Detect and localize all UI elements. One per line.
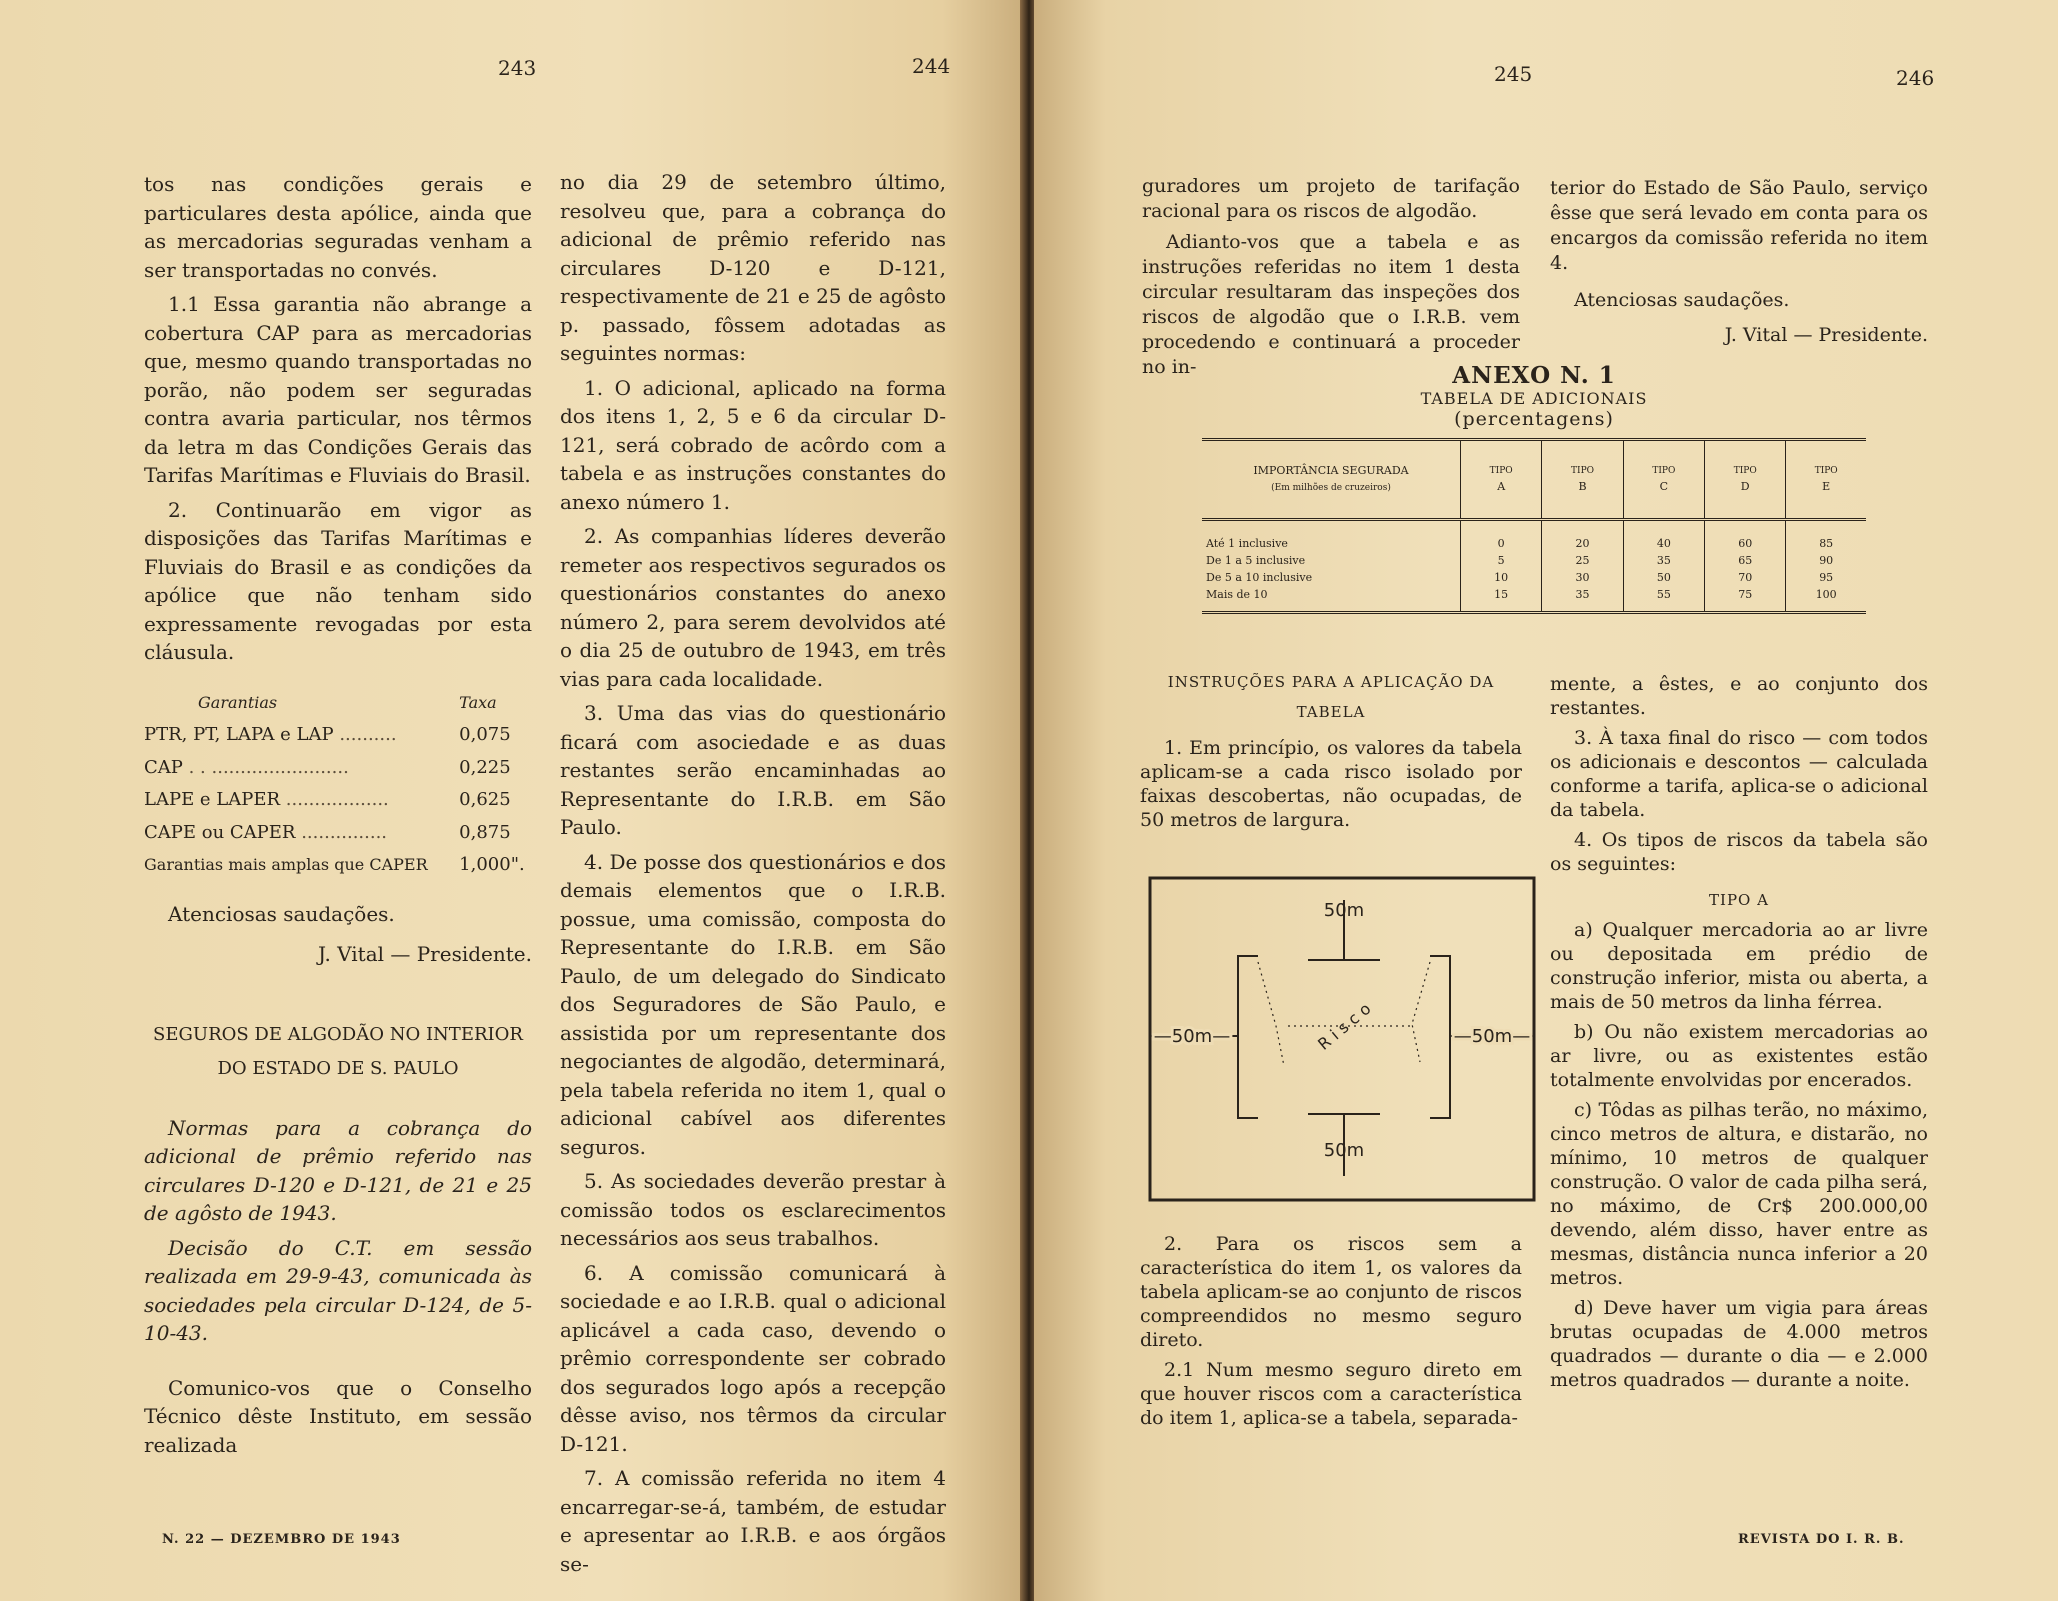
paragraph: Adianto-vos que a tabela e as instruções referidas no item 1 desta circular resultaram das inspeções dos riscos de algodão que o I.R.B. vem procedendo e continuará a proceder no in-: [1142, 231, 1520, 378]
tipo-c-header: C: [1659, 480, 1669, 493]
column-245-top: [1142, 174, 1520, 386]
garantia-rate: 0,875: [459, 821, 511, 843]
cell: 95: [1786, 569, 1866, 586]
cell: 65: [1705, 552, 1786, 569]
label-left-50m: —50m—: [1153, 1026, 1231, 1047]
table-row: [144, 817, 532, 850]
paragraph: 2.1 Num mesmo seguro direto em que houver riscos com a característica do item 1, aplica-se a tabela, separada-: [1140, 1359, 1522, 1429]
adicionais-table: [1202, 438, 1866, 614]
signature: J. Vital — Presidente.: [317, 942, 532, 966]
column-244: [560, 168, 946, 1584]
tipo-d-header: D: [1740, 480, 1750, 493]
paragraph: terior do Estado de São Paulo, serviço êsse que será levado em conta para os encargos da comissão referida no item 4.: [1550, 177, 1928, 274]
paragraph: 2. As companhias líderes deverão remeter aos respectivos segurados os questionários constantes do anexo número 2, para serem devolvidos até o dia 25 de outubro de 1943, em três vias para cada localidade.: [560, 524, 946, 691]
cell: 85: [1786, 520, 1866, 553]
table-row: [1202, 586, 1866, 613]
cell: 70: [1705, 569, 1786, 586]
cell: 35: [1623, 552, 1704, 569]
paragraph: 7. A comissão referida no item 4 encarregar-se-á, também, de estudar e apresentar ao I.R.B. e aos órgãos se-: [560, 1466, 946, 1576]
cell: 50: [1623, 569, 1704, 586]
annex-block: [1202, 362, 1866, 614]
instructions-heading-line1: INSTRUÇÕES PARA A APLICAÇÃO DA: [1167, 673, 1495, 691]
instructions-heading-line2: TABELA: [1296, 703, 1366, 721]
tipo-a-heading: TIPO A: [1709, 891, 1769, 909]
list-item: a) Qualquer mercadoria ao ar livre ou depositada em prédio de construção inferior, mista ou aberta, a mais de 50 metros da linha férrea.: [1550, 919, 1928, 1013]
label-top-50m: 50m: [1323, 900, 1365, 921]
paragraph: 6. A comissão comunicará à sociedade e ao I.R.B. qual o adicional aplicável a cada caso, devendo o prêmio correspondente ser cobrado dos segurados logo após a recepção dêsse aviso, nos têrmos da circular D-121.: [560, 1260, 946, 1456]
tipo-b-header: B: [1578, 480, 1587, 493]
column-243: [144, 170, 532, 1465]
cell: 20: [1542, 520, 1623, 553]
tipo-label: TIPO: [1571, 466, 1595, 476]
paragraph: mente, a êstes, e ao conjunto dos restantes.: [1550, 673, 1928, 719]
left-page: [0, 0, 1024, 1601]
paragraph: 4. Os tipos de riscos da tabela são os seguintes:: [1550, 829, 1928, 875]
cell: 5: [1461, 552, 1542, 569]
col-header-sub: (Em milhões de cruzeiros): [1271, 483, 1391, 493]
column-245-bottom: [1140, 1232, 1522, 1436]
tipo-label: TIPO: [1733, 466, 1757, 476]
cell: 75: [1705, 586, 1786, 613]
tipo-label: TIPO: [1652, 466, 1676, 476]
garantia-rate: 0,625: [459, 789, 511, 810]
column-246-main: [1550, 672, 1928, 1398]
label-right-50m: —50m—: [1453, 1026, 1531, 1047]
table-row: [144, 752, 532, 785]
row-label: Mais de 10: [1206, 588, 1268, 601]
section-heading-line2: DO ESTADO DE S. PAULO: [217, 1058, 459, 1079]
table-row: [144, 849, 532, 882]
garantias-header: Garantias: [198, 692, 278, 712]
taxa-header: Taxa: [459, 692, 497, 712]
leader-dots: ..........: [333, 724, 397, 745]
paragraph: tos nas condições gerais e particulares desta apólice, ainda que as mercadorias seguradas venham a ser transportadas no convés.: [144, 172, 532, 282]
right-page: [1034, 0, 2058, 1601]
paragraph: 2. Continuarão em vigor as disposições das Tarifas Marítimas e Fluviais do Brasil e as condições da apólice que não tenham sido expressamente revogadas por esta cláusula.: [144, 497, 532, 664]
column-245-instructions: [1140, 670, 1522, 838]
table-row: [1202, 520, 1866, 553]
cell: 55: [1623, 586, 1704, 613]
list-item: d) Deve haver um vigia para áreas brutas ocupadas de 4.000 metros quadrados — durante o dia — e 2.000 metros quadrados — durante a noite.: [1550, 1297, 1928, 1391]
footer-journal: REVISTA DO I. R. B.: [1738, 1532, 1905, 1547]
cell: 90: [1786, 552, 1866, 569]
paragraph: 4. De posse dos questionários e dos demais elementos que o I.R.B. possue, uma comissão, composta do Representante do I.R.B. em São Paulo, de um delegado do Sindicato dos Seguradores de São Paulo, e assistida por um representante dos negociantes de algodão, determinará, pela tabela referida no item 1, qual o adicional cabível aos diferentes seguros.: [560, 849, 946, 1159]
paragraph: 1. Em princípio, os valores da tabela aplicam-se a cada risco isolado por faixas descobertas, não ocupadas, de 50 metros de largura.: [1140, 737, 1522, 831]
leader-dots: ..................: [280, 789, 389, 810]
tipo-label: TIPO: [1489, 466, 1513, 476]
garantias-table: [144, 687, 532, 882]
leader-dots: ...............: [295, 821, 388, 843]
section-heading-line1: SEGUROS DE ALGODÃO NO INTERIOR: [153, 1023, 523, 1045]
closing: Atenciosas saudações.: [1574, 289, 1790, 311]
col-header-importancia: IMPORTÂNCIA SEGURADA: [1253, 464, 1409, 477]
table-row: [144, 784, 532, 817]
cell: 35: [1542, 586, 1623, 613]
paragraph: Comunico-vos que o Conselho Técnico dêste Instituto, em sessão realizada: [144, 1375, 532, 1457]
label-risco: R i s c o: [1314, 998, 1375, 1054]
column-246-top: [1550, 176, 1928, 354]
cell: 100: [1786, 586, 1866, 613]
garantia-name: CAP: [144, 756, 183, 778]
paragraph: 3. Uma das vias do questionário ficará com asociedade e as duas restantes serão encaminhadas ao Representante do I.R.B. em São Paulo.: [560, 701, 946, 839]
garantia-rate: 0,075: [459, 724, 511, 745]
norma-paragraph: Normas para a cobrança do adicional de prêmio referido nas circulares D-120 e D-121, de 21 e 25 de agôsto de 1943.: [144, 1115, 532, 1225]
label-bottom-50m: 50m: [1323, 1140, 1365, 1161]
garantia-rate: 1,000".: [459, 854, 525, 875]
row-label: Até 1 inclusive: [1206, 537, 1288, 550]
leader-dots: . . ........................: [182, 756, 349, 778]
tipo-e-header: E: [1822, 480, 1831, 493]
list-item: c) Tôdas as pilhas terão, no máximo, cinco metros de altura, e distarão, no mínimo, 10 metros de qualquer construção. O valor de cada pilha será, no máximo, de Cr$ 200.000,00 devendo, além disso, haver entre as mesmas, distância nunca inferior a 20 metros.: [1550, 1099, 1928, 1289]
decisao-paragraph: Decisão do C.T. em sessão realizada em 29-9-43, comunicada às sociedades pela circular D-124, de 5-10-43.: [144, 1235, 532, 1345]
paragraph: guradores um projeto de tarifação racional para os riscos de algodão.: [1142, 175, 1520, 222]
table-row: [1202, 569, 1866, 586]
list-item: b) Ou não existem mercadorias ao ar livre, ou as existentes estão totalmente envolvidas por encerados.: [1550, 1021, 1928, 1091]
page-number-243: 243: [498, 56, 537, 80]
cell: 0: [1461, 520, 1542, 553]
garantia-name: Garantias mais amplas que CAPER: [144, 855, 428, 874]
tipo-a-header: A: [1497, 480, 1506, 493]
paragraph: no dia 29 de setembro último, resolveu que, para a cobrança do adicional de prêmio referido nas circulares D-120 e D-121, respectivamente de 21 e 25 de agôsto p. passado, fôssem adotadas as seguintes normas:: [560, 170, 946, 365]
tipo-label: TIPO: [1814, 466, 1838, 476]
risk-distance-diagram: [1148, 876, 1536, 1202]
signature: J. Vital — Presidente.: [1724, 324, 1928, 346]
garantia-name: PTR, PT, LAPA e LAP: [144, 724, 334, 745]
paragraph: 1.1 Essa garantia não abrange a cobertura CAP para as mercadorias que, mesmo quando transportadas no porão, não podem ser seguradas contra avaria particular, nos têrmos da letra m das Condições Gerais das Tarifas Marítimas e Fluviais do Brasil.: [144, 292, 532, 487]
paragraph: 1. O adicional, aplicado na forma dos itens 1, 2, 5 e 6 da circular D-121, será cobrado de acôrdo com a tabela e as instruções constantes do anexo número 1.: [560, 375, 946, 514]
paragraph: 3. À taxa final do risco — com todos os adicionais e descontos — calculada conforme a tarifa, aplica-se o adicional da tabela.: [1550, 727, 1928, 821]
garantia-rate: 0,225: [459, 756, 511, 778]
annex-subtitle: TABELA DE ADICIONAIS: [1420, 389, 1648, 408]
paragraph: 5. As sociedades deverão prestar à comissão todos os esclarecimentos necessários aos seus trabalhos.: [560, 1169, 946, 1250]
table-row: [144, 719, 532, 752]
table-row: [1202, 552, 1866, 569]
cell: 25: [1542, 552, 1623, 569]
footer-issue: N. 22 — DEZEMBRO DE 1943: [162, 1532, 401, 1547]
closing: Atenciosas saudações.: [168, 901, 395, 926]
paragraph: 2. Para os riscos sem a característica do item 1, os valores da tabela aplicam-se ao conjunto de riscos compreendidos no mesmo seguro direto.: [1140, 1233, 1522, 1351]
row-label: De 5 a 10 inclusive: [1206, 571, 1313, 584]
garantia-name: CAPE ou CAPER: [144, 821, 296, 843]
cell: 10: [1461, 569, 1542, 586]
cell: 40: [1623, 520, 1704, 553]
cell: 60: [1705, 520, 1786, 553]
row-label: De 1 a 5 inclusive: [1206, 554, 1306, 567]
cell: 30: [1542, 569, 1623, 586]
page-number-245: 245: [1494, 62, 1533, 86]
annex-title: ANEXO N. 1: [1452, 362, 1616, 389]
cell: 15: [1461, 586, 1542, 613]
garantia-name: LAPE e LAPER: [144, 789, 281, 810]
page-number-244: 244: [912, 54, 951, 78]
annex-subtitle-percent: (percentagens): [1454, 408, 1614, 430]
page-number-246: 246: [1896, 66, 1935, 90]
